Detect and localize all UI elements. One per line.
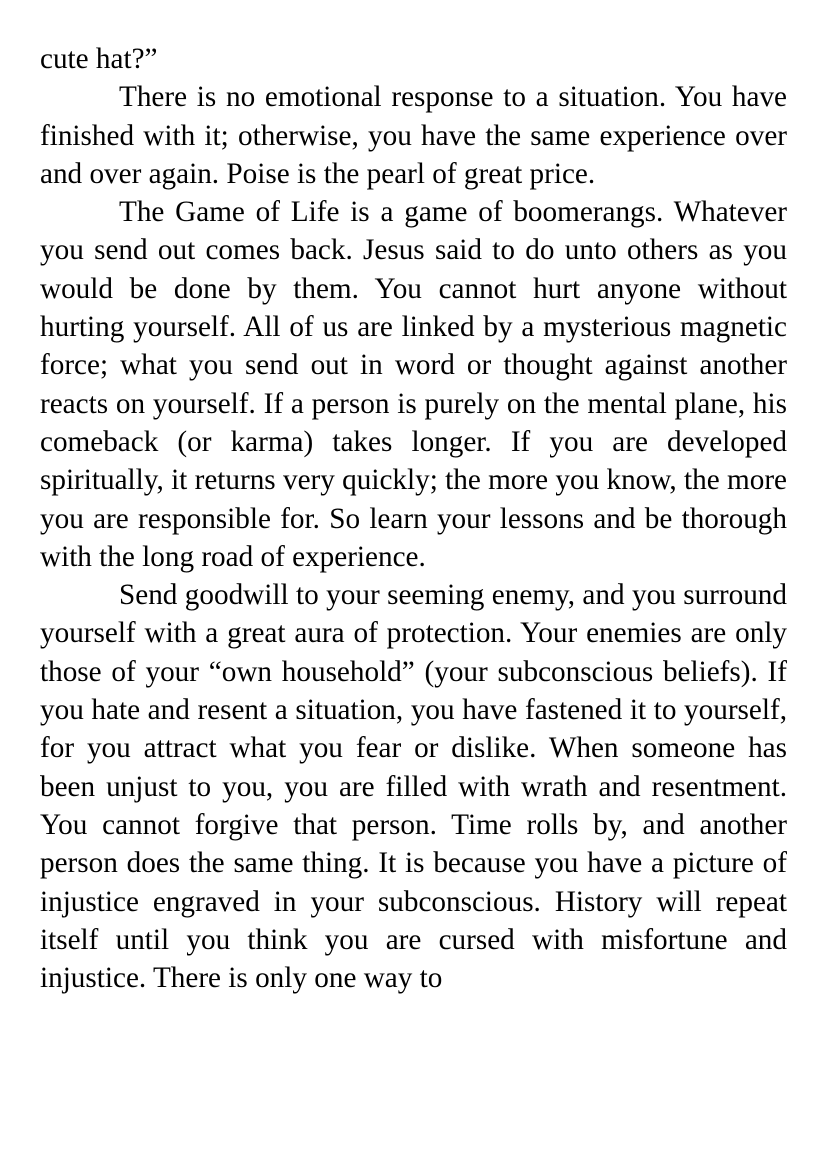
paragraph-goodwill: Send goodwill to your seeming enemy, and you surround yourself with a great aura of protection. Your enemies are only those of your “own household” (your subconscious beliefs). If you hate and resent a situation, you have fastened it to yourself, for you attract what you fear or dislike. When someone has been unjust to you, you are filled with wrath and resentment. You cannot forgive that person. Time rolls by, and another person does the same thing. It is because you have a picture of injustice engraved in your subconscious. History will repeat itself until you think you are cursed with misfortune and injustice. There is only one way to [40,579,787,995]
paragraph-emotional-response: There is no emotional response to a situation. You have finished with it; otherwise, you have the same experience over and over again. Poise is the pearl of great price. [40,81,787,190]
paragraph-boomerangs: The Game of Life is a game of boomerangs. Whatever you send out comes back. Jesus said to do unto others as you would be done by them. You cannot hurt anyone without hurting yourself. All of us are linked by a mysterious magnetic force; what you send out in word or thought against another reacts on yourself. If a person is purely on the mental plane, his comeback (or karma) takes longer. If you are developed spiritually, it returns very quickly; the more you know, the more you are responsible for. So learn your lessons and be thorough with the long road of experience. [40,196,787,573]
paragraph-continuation: cute hat?” [40,43,158,75]
document-page [40,40,787,997]
